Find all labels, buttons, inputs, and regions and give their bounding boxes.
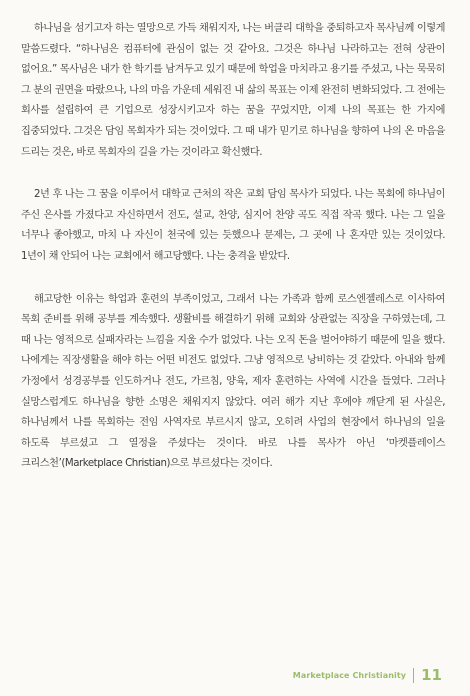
page-footer xyxy=(293,666,442,684)
paragraph-3: 해고당한 이유는 학업과 훈련의 부족이었고, 그래서 나는 가족과 함께 로스엔젤레스로 이사하여 목회 준비를 위해 공부를 계속했다. 생활비를 해결하기 위해 교회와 상관없는 직장을 구하였는데, 그 때 나는 영적으로 실패자라는 느낌을 지울 수가 없었다. 나는 오직 돈을 벌어야하기 때문에 일을 했다. 나에게는 직장생활을 해야 하는 어떤 비전도 없었다. 그냥 영적으로 낭비하는 것 같았다. 아내와 함께 가정에서 성경공부를 인도하거나 전도, 가르침, 양육, 제자 훈련하는 사역에 시간을 들였다. 그러나 실망스럽게도 하나님을 향한 소명은 채워지지 않았다. 여러 해가 지난 후에야 깨닫게 된 사실은, 하나님께서 나를 목회하는 전임 사역자로 부르시지 않고, 오히려 사업의 현장에서 하나님의 일을 하도록 부르셨고 그 열정을 주셨다는 것이다. 바로 나를 목사가 아닌 ‘마켓플레이스 크리스천’(Marketplace Christian)으로 부르셨다는 것이다. xyxy=(21,293,445,470)
running-title: Marketplace Christianity xyxy=(292,670,407,680)
body-text xyxy=(21,19,445,475)
paragraph-1: 하나님을 섬기고자 하는 열망으로 가득 채워지자, 나는 버클리 대학을 중퇴하고자 목사님께 이렇게 말씀드렸다. “하나님은 컴퓨터에 관심이 없는 것 같아요. 그것은 하나님 나라하고는 전혀 상관이 없어요.” 목사님은 내가 한 학기를 남겨두고 있기 때문에 학업을 마치라고 용기를 주셨고, 나는 묵묵히 그 분의 권면을 따랐으나, 나의 마음 가운데 세워진 내 삶의 목표는 이제 완전히 변화되었다. 그 전에는 회사를 설립하여 큰 기업으로 성장시키고자 하는 꿈을 꾸었지만, 이제 나의 목표는 한 가지에 집중되었다. 그것은 담임 목회자가 되는 것이었다. 그 때 내가 믿기로 하나님을 향하여 나의 온 마음을 드리는 것은, 바로 목회자의 길을 가는 것이라고 확신했다. xyxy=(21,23,445,158)
footer-divider xyxy=(413,668,414,683)
page-number: 11 xyxy=(421,666,442,684)
paragraph-2: 2년 후 나는 그 꿈을 이루어서 대학교 근처의 작은 교회 담임 목사가 되었다. 나는 목회에 하나님이 주신 은사를 가졌다고 자신하면서 전도, 설교, 찬양, 심지어 찬양 곡도 직접 작곡 했다. 나는 그 일을 너무나 좋아했고, 마치 나 자신이 천국에 있는 듯했으나 문제는, 그 곳에 나 혼자만 있는 것이었다. 1년이 채 안되어 나는 교회에서 해고당했다. 나는 충격을 받았다. xyxy=(21,189,445,262)
